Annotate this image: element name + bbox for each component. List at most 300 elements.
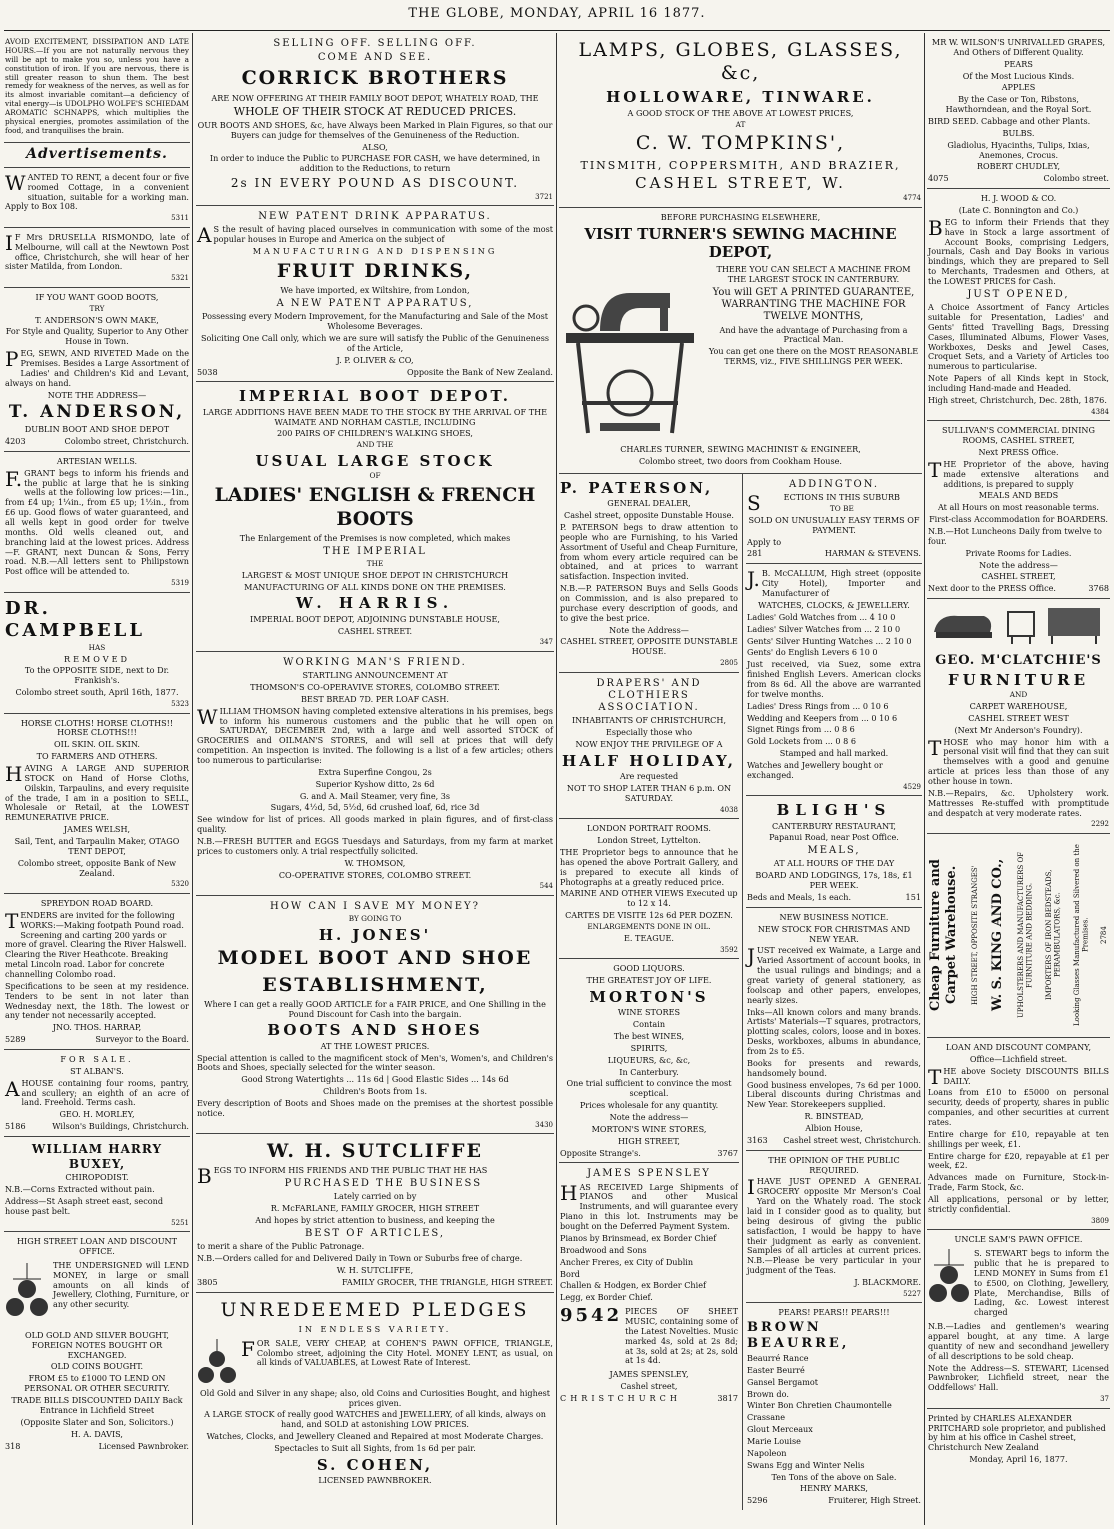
price-line: Gents' Silver Hunting Watches ... 2 10 0 (747, 635, 912, 646)
ad-text: Specifications to be seen at my residence. Tenders to be sent in not later than Wednesday next, the 18th. The lowest or any tender not necessarily accepted. (5, 980, 189, 1021)
jones-ad (196, 896, 554, 1134)
ad-number: 281 (747, 548, 763, 559)
ad-text: AT ALL HOURS OF THE DAY (773, 858, 895, 869)
ad-text: Note the Address— (609, 624, 689, 635)
ad-text: And have the advantage of Purchasing from a Practical Man. (719, 324, 908, 345)
ad-text: Gladiolus, Hyacinths, Tulips, Ixias, Anemones, Crocus. (947, 139, 1090, 160)
ad-text: IN ENDLESS VARIETY. (298, 1323, 452, 1334)
ad-text: TENDERS are invited for the following WORKS:—Making footpath Pound road. Screening and carting 200 yards or more of gravel. Clearing the River Halswell. Clearing the River Heathcote. Breaking metal Lincoln road. Labor for concrete channelling Colombo road. (5, 908, 187, 979)
ad-number: 5227 (903, 1289, 921, 1298)
ad-text: Sugars, 4½d, 5d, 5½d, 6d crushed loaf, 6d, rice 3d (270, 802, 480, 813)
ad-text: J.B. McCALLUM, High street (opposite City Hotel), Importer and Manufacturer of (747, 567, 921, 599)
ad-text: Entire charge for £10, repayable at ten shillings per week, £1. (928, 1128, 1109, 1149)
ad-text: Address—St Asaph street east, second house past belt. (5, 1195, 164, 1216)
ad-text: N.B.—Hot Luncheons Daily from twelve to four. (928, 525, 1102, 546)
ad-text: Next PRESS Office. (978, 446, 1059, 457)
ad-heading: THE IMPERIAL (323, 545, 427, 557)
ad-text: Just received, via Suez, some extra finished English Levers. American clocks from 8s 6d. All the above are warranted for twelve months. (747, 659, 921, 699)
ad-text: Ancher Freres, ex City of Dublin (560, 1256, 694, 1267)
ad-text: NOTE THE ADDRESS— (47, 389, 147, 400)
ad-text: STARTLING ANNOUNCEMENT AT (302, 670, 448, 681)
ad-number: 37 (1100, 1395, 1109, 1404)
ad-text: (Late C. Bonnington and Co.) (958, 205, 1079, 216)
ad-text: NOT TO SHOP LATER THAN 6 p.m. ON SATURDAY. (566, 782, 732, 803)
column-rule (556, 33, 557, 1525)
ad-text: ROBERT CHUDLEY, (976, 161, 1061, 172)
masthead: THE GLOBE, MONDAY, APRIL 16 1877. (408, 6, 706, 21)
ad-text: Broadwood and Sons (560, 1244, 647, 1255)
ad-text: MARINE AND OTHER VIEWS Executed up to 12 x 14. (560, 888, 738, 909)
ad-headline: UNREDEEMED PLEDGES (220, 1298, 530, 1321)
ad-text: E. TEAGUE. (624, 932, 674, 943)
ad-text: G. and A. Mail Steamer, very fine, 3s (299, 790, 451, 801)
ad-text: APPLES (1001, 82, 1036, 93)
ad-headline: DR. CAMPBELL (5, 597, 145, 641)
ad-text: BEST BREAD 7D. PER LOAF CASH. (300, 693, 449, 704)
list-item: Easter Beurré (747, 1364, 805, 1375)
ad-text: HAS (88, 642, 106, 652)
spreydon-ad (4, 894, 190, 1050)
ad-headline: W. HARRIS. (295, 594, 455, 613)
ad-headline: CASHEL STREET, W. (635, 173, 846, 192)
ad-heading: SELLING OFF. SELLING OFF. (273, 38, 477, 49)
ad-number: 3592 (720, 945, 738, 954)
price-line: Ladies' Silver Watches from ... 2 10 0 (747, 623, 901, 634)
ad-text: BY GOING TO (348, 914, 402, 924)
loan-company-ad (927, 1038, 1110, 1230)
ad-text: LARGE ADDITIONS HAVE BEEN MADE TO THE STOCK BY THE ARRIVAL OF THE WAIMATE AND NORHAM CASTLE, INCLUDING (202, 406, 548, 427)
davis-ad (4, 1232, 190, 1455)
ad-headline: BROWN BEAURRE, (747, 1320, 850, 1352)
ad-headline: 9542 (560, 1305, 623, 1327)
ad-text: LICENSED PAWNBROKER. (318, 1475, 432, 1486)
turner-ad (559, 208, 922, 474)
paterson-ad (559, 474, 739, 673)
ad-headline: MODEL BOOT AND SHOE (217, 947, 533, 970)
ad-heading: BEST OF ARTICLES, (304, 1228, 446, 1240)
ad-text: IMPORTERS OF IRON BEDSTEADS, PERAMBULATORS, &c. (1044, 869, 1062, 1001)
ad-heading: WORKING MAN'S FRIEND. (283, 656, 467, 668)
ad-text: HIGH STREET, (618, 1135, 680, 1146)
ad-headline: HALF HOLIDAY, (562, 751, 736, 770)
cohen-ad (196, 1293, 554, 1492)
ad-heading: NEW BUSINESS NOTICE. (779, 911, 889, 922)
ad-text: N.B.—Orders called for and Delivered Daily in Town or Suburbs free of charge. (197, 1253, 523, 1264)
ad-number: 3809 (1091, 1216, 1109, 1225)
list-item: Winter Bon Chretien Chaumontelle (747, 1400, 892, 1411)
ad-number: 318 (5, 1440, 21, 1451)
ad-text: TO FARMERS AND OTHERS. (36, 751, 158, 762)
ad-text: THERE YOU CAN SELECT A MACHINE FROM THE LARGEST STOCK IN CANTERBURY. (716, 264, 911, 285)
price-line: Gents' do English Levers 6 10 0 (747, 647, 878, 658)
ad-text: FROM £5 to £1000 TO LEND ON PERSONAL OR OTHER SECURITY. (24, 1373, 170, 1394)
ad-headline: USUAL LARGE STOCK (255, 452, 495, 471)
ad-text: You will GET A PRINTED GUARANTEE, WARRANTING THE MACHINE FOR TWELVE MONTHS, (712, 286, 915, 323)
ad-text: At all Hours on most reasonable terms. (937, 502, 1100, 513)
ad-text: J. BLACKMORE. (854, 1277, 921, 1288)
ad-text: Bord (560, 1268, 580, 1279)
ad-text: GENERAL DEALER, (607, 498, 691, 509)
campbell-ad (4, 593, 190, 714)
ad-text: WATCHES, CLOCKS, & JEWELLERY. (758, 599, 910, 610)
list-item: Swans Egg and Winter Nelis (747, 1459, 865, 1470)
ad-text: N.B.—Ladies and gentlemen's wearing apparel bought, at any time. A large quantity of new and secondhand jewellery of all descriptions to be sold cheap. (928, 1321, 1109, 1361)
ad-heading: NEW PATENT DRINK APPARATUS. (258, 211, 492, 223)
ad-text: Colombo street south, April 16th, 1877. (15, 687, 179, 698)
ad-text: Colombo street, Christchurch. (64, 436, 189, 447)
ad-heading: PURCHASED THE BUSINESS (284, 1178, 483, 1190)
ad-text: 200 PAIRS OF CHILDREN'S WALKING SHOES, (276, 428, 473, 439)
ad-number: 4038 (720, 805, 738, 814)
ad-text: A GOOD STOCK OF THE ABOVE AT LOWEST PRICES, (627, 107, 854, 118)
ad-number: 4529 (903, 782, 921, 791)
ad-heading: LONDON PORTRAIT ROOMS. (587, 823, 711, 834)
ad-text: FAMILY GROCER, THE TRIANGLE, HIGH STREET. (342, 1276, 553, 1287)
ad-text: A LARGE STOCK of really good WATCHES and JEWELLERY, of all kinds, always on hand, and SOLD at astonishing LOW PRICES. (204, 1409, 546, 1430)
ad-text: Old Gold and Silver in any shape; also, old Coins and Curiosities Bought, and highest prices given. (199, 1387, 551, 1408)
grant-ad (4, 452, 190, 593)
list-item: Beaurré Rance (747, 1353, 809, 1364)
ad-text: INHABITANTS OF CHRISTCHURCH, (571, 715, 727, 726)
ad-number: 151 (905, 891, 921, 902)
ad-heading: TINSMITH, COPPERSMITH, AND BRAZIER, (580, 158, 901, 172)
ad-text: (Opposite Slater and Son, Solicitors.) (20, 1416, 174, 1427)
ad-text: Possessing every Modern Improvement, for the Manufacturing and Sale of the Most Wholesome Beverages. (201, 311, 548, 332)
price-line: Gold Lockets from ... 0 8 6 (747, 736, 857, 747)
ad-text: All applications, personal or by letter, strictly confidential. (928, 1194, 1109, 1214)
ad-text: HENRY MARKS, (800, 1483, 868, 1494)
ad-text: HAS RECEIVED Large Shipments of PIANOS and other Musical Instruments, and will guarantee every Piano in this lot. Instruments may be bought on the Deferred Payment System. (560, 1180, 738, 1232)
ad-text: BEGS TO INFORM HIS FRIENDS AND THE PUBLIC THAT HE HAS (197, 1164, 488, 1189)
ad-text: Surveyor to the Board. (95, 1034, 189, 1045)
ad-headline: LADIES' ENGLISH & FRENCH BOOTS (214, 484, 536, 530)
ad-number: 5319 (171, 579, 189, 588)
ad-text: WANTED TO RENT, a decent four or five roomed Cottage, in a convenient situation, suitable for a working man. Apply to Box 108. (5, 170, 189, 212)
ad-number: 5320 (171, 880, 189, 889)
ad-text: JAMES SPENSLEY, (609, 1369, 689, 1380)
imprint-text: Printed by CHARLES ALEXANDER PRITCHARD sole proprietor, and published by him at his office in Cashel street, Christchurch New Zealand (928, 1412, 1106, 1453)
column-3-split (559, 474, 922, 1510)
ad-headline: GEO. M'CLATCHIE'S (935, 652, 1102, 668)
corrick-ad (196, 33, 554, 206)
ad-text: CARTES DE VISITE 12s 6d PER DOZEN. (565, 910, 733, 921)
ad-heading: HOW CAN I SAVE MY MONEY? (269, 900, 481, 912)
ad-text: Inks—All known colors and many brands. Artists' Materials—T squares, protractors, plotting scales, colors, loose and in boxes. Desks, workboxes, albums in abundance, from 2s to £5. (747, 1006, 921, 1057)
ad-text: THE GREATEST JOY OF LIFE. (586, 975, 712, 986)
ad-text: Albion House, (805, 1123, 863, 1134)
ad-text: JNO. THOS. HARRAP, (52, 1022, 142, 1033)
column-1 (4, 33, 190, 1525)
list-item: Glout Merceaux (747, 1424, 813, 1435)
ad-headline: W. H. SUTCLIFFE (266, 1140, 484, 1163)
ad-text: The Enlargement of the Premises is now completed, which makes (239, 532, 511, 543)
ad-text: We have imported, ex Wiltshire, from London, (280, 285, 470, 296)
ad-text: AND (1009, 690, 1028, 700)
ad-text: BEFORE PURCHASING ELSEWHERE, (660, 211, 821, 222)
pawnbroker-balls-icon (928, 1247, 970, 1311)
ad-text: And hopes by strict attention to business, and keeping the (255, 1215, 495, 1226)
ad-text: Entire charge for £20, repayable at £1 per week, £2. (928, 1150, 1109, 1171)
ad-heading: JAMES SPENSLEY (587, 1168, 711, 1180)
ad-headline: ESTABLISHMENT, (262, 973, 488, 996)
ad-number: 3163 (747, 1134, 768, 1145)
ad-text: CASHEL STREET, OPPOSITE DUNSTABLE HOUSE. (560, 636, 738, 657)
anderson-ad (4, 288, 190, 452)
ad-text: LIQUEURS, &c, &c, (607, 1054, 691, 1065)
ad-text: DUBLIN BOOT AND SHOE DEPOT (24, 424, 170, 435)
ad-number: 5321 (171, 274, 189, 283)
stewart-ad (927, 1230, 1110, 1408)
ad-text: N.B.—FRESH BUTTER and EGGS Tuesdays and Saturdays, from my farm at market prices to customers only. A trial respectfully solicited. (197, 835, 553, 856)
ad-text: Colombo street, two doors from Cookham House. (638, 456, 842, 467)
ad-heading: FOR SALE. (60, 1053, 134, 1064)
pawnbroker-balls-icon (5, 1259, 49, 1329)
ad-text: Books for presents and rewards, handsomely bound. (747, 1057, 921, 1078)
ad-heading: COME AND SEE. (317, 52, 433, 64)
ad-text: PEG, SEWN, AND RIVETED Made on the Premises. Besides a Large Assortment of Ladies' and Children's Kid and Levant, always on hand. (5, 347, 189, 388)
ad-text: SECTIONS IN THIS SUBURB (747, 491, 901, 516)
ad-number: 3817 (717, 1392, 738, 1403)
ad-headline: HOLLOWARE, TINWARE. (606, 88, 875, 107)
column-3 (559, 33, 922, 1525)
thomson-ad (196, 652, 554, 896)
tompkins-ad (559, 33, 922, 208)
ad-text: IMPERIAL BOOT DEPOT, ADJOINING DUNSTABLE HOUSE, (250, 613, 500, 624)
ad-number: 3721 (535, 192, 553, 201)
ad-text: THE Proprietor begs to announce that he has opened the above Portrait Gallery, and is prepared to execute all kinds of Photographs at a greatly reduced price. (560, 846, 738, 887)
ad-number: 5323 (171, 699, 189, 708)
ad-text: WILLIAM THOMSON having completed extensive alterations in his premises, begs to inform his numerous customers and the public that he will open on SATURDAY, DECEMBER 2nd, with a large and well assorted STOCK of GROCERIES and OILMAN'S STORES, and will sell at prices that will defy competition. An inspection is invited. The following is a list of a few articles; others too numerous to particularise: (197, 704, 553, 765)
ad-text: AHOUSE containing four rooms, pantry, and scullery; an eighth of an acre of land. Freehold. Terms cash. (5, 1076, 189, 1108)
ad-text: SOLD ON UNUSUALLY EASY TERMS OF PAYMENT. (748, 514, 920, 535)
ad-text: T. ANDERSON'S OWN MAKE, (35, 314, 159, 325)
ad-text: To the OPPOSITE SIDE, next to Dr. Frankish's. (24, 665, 170, 686)
ad-text: Ten Tons of the above on Sale. (771, 1471, 897, 1482)
ad-text: AND THE (356, 440, 394, 450)
ad-text: CARPET WAREHOUSE, (969, 701, 1068, 712)
ad-text: CASHEL STREET. (337, 625, 413, 636)
ad-text: THOMSON'S CO-OPERAVIVE STORES, COLOMBO STREET. (250, 681, 500, 692)
ad-text: Prices wholesale for any quantity. (579, 1100, 719, 1111)
ad-text: Licensed Pawnbroker. (98, 1440, 189, 1451)
ad-heading: UNCLE SAM'S PAWN OFFICE. (954, 1234, 1083, 1245)
ad-headline: FRUIT DRINKS, (276, 260, 474, 283)
ad-text: PIECES OF SHEET MUSIC, containing some of the Latest Novelties. Music marked 4s, sold at 2s 8d; at 3s, sold at 2s; at 2s, sold at 1s 4d. (625, 1306, 738, 1366)
ad-text: Cashel street west, Christchurch. (783, 1134, 921, 1145)
ad-text: MANUFACTURING AND DISPENSING (252, 246, 498, 257)
ad-headline: C. W. TOMPKINS', (635, 132, 846, 155)
ad-headline: MORTON'S (589, 987, 709, 1006)
ad-text: (Next Mr Anderson's Foundry). (954, 724, 1083, 735)
ad-text: CASHEL STREET, (981, 571, 1056, 582)
marks-ad (746, 1303, 922, 1510)
ad-text: TRADE BILLS DISCOUNTED DAILY Back Entrance in Lichfield Street (11, 1395, 183, 1415)
blackmore-ad (746, 1151, 922, 1304)
drapers-ad (559, 673, 739, 820)
ad-text: Challen & Hodgen, ex Border Chief (560, 1280, 707, 1291)
ad-heading: ADDINGTON. (788, 478, 880, 490)
ad-text: MEALS AND BEDS (978, 490, 1059, 501)
ad-heading: GOOD LIQUORS. (613, 963, 685, 974)
ad-text: FOR SALE, VERY CHEAP, at COHEN'S PAWN OFFICE, TRIANGLE, Colombo street, adjoining the City Hotel. MONEY LENT, as usual, on all kinds of VALUABLES, at Lowest Rate of Interest. (241, 1336, 553, 1368)
sutcliffe-ad (196, 1134, 554, 1292)
ad-text: ENLARGEMENTS DONE IN OIL. (587, 921, 711, 931)
ad-text: MANUFACTURING OF ALL KINDS DONE ON THE PREMISES. (244, 581, 506, 592)
ad-heading: ARTESIAN WELLS. (56, 455, 138, 466)
ad-text: Where I can get a really GOOD ARTICLE for a FAIR PRICE, and One Shilling in the Pound Discount for Cash into the bargain. (204, 998, 546, 1019)
ad-text: ARE NOW OFFERING AT THEIR FAMILY BOOT DEPOT, WHATELY ROAD, THE (211, 92, 539, 103)
addington-ad (746, 474, 922, 564)
ad-headline: VISIT TURNER'S SEWING MACHINE DEPOT, (584, 224, 897, 261)
ad-text: IF Mrs DRUSELLA RISMONDO, late of Melbourne, will call at the Newtown Post office, Christchurch, she will hear of her sister Matilda, from London. (5, 230, 189, 272)
ad-text: Advances made on Furniture, Stock-in-Trade, Farm Stock, &c. (928, 1172, 1109, 1193)
ad-number: 5038 (197, 366, 218, 377)
list-item: Brown do. (747, 1388, 789, 1399)
ad-text: P. PATERSON begs to draw attention to people who are Furnishing, to his Varied Assortment of Useful and Cheap Furniture, from whom every article required can be obtained, and at prices to warrant satisfaction. Inspection invited. (560, 521, 738, 582)
ad-headline: T. ANDERSON, (8, 402, 186, 423)
ad-headline: Cheap Furniture and Carpet Warehouse. (928, 859, 959, 1011)
ad-number: 3805 (197, 1276, 218, 1287)
ad-text: High street, Christchurch, Dec. 28th, 1876. (928, 394, 1107, 405)
ad-number: 5289 (5, 1034, 26, 1045)
ad-text: UPHOLSTERERS AND MANUFACTURERS OF FURNITURE AND BEDDING. (1016, 851, 1034, 1019)
ad-text: First-class Accommodation for BOARDERS. (929, 514, 1108, 525)
mccallum-ad (746, 564, 922, 796)
ad-text: N.B.—Repairs, &c. Upholstery work. Mattresses Re-stuffed with promptitude and despatch at very moderate rates. (928, 787, 1109, 818)
ad-number: 5296 (747, 1495, 768, 1506)
ad-number: 4774 (903, 194, 921, 203)
ad-text: Note the Address—S. STEWART, Licensed Pawnbroker, Lichfield street, near the Oddfellows' Hall. (928, 1362, 1109, 1393)
ad-text: TRY (89, 303, 105, 313)
list-item: Crassane (747, 1412, 786, 1423)
rismondo-ad (4, 228, 190, 288)
ad-headline: P. PATERSON, (560, 478, 714, 497)
ad-text: Contain (632, 1019, 666, 1030)
ad-text: MR W. WILSON'S UNRIVALLED GRAPES, And Others of Different Quality. (931, 37, 1106, 57)
ad-text: HARMAN & STEVENS. (824, 548, 921, 559)
morley-ad (4, 1050, 190, 1137)
imprint (927, 1409, 1110, 1471)
ad-text: Children's Boots from 1s. (322, 1086, 428, 1097)
ad-text: THE Proprietor of the above, having made extensive alterations and additions, is prepared to supply (928, 457, 1109, 489)
ad-text: PEARS (1004, 58, 1033, 69)
ad-text: Pianos by Brinsmead, ex Border Chief (560, 1232, 717, 1243)
ad-text: TO BE (829, 504, 854, 514)
ad-heading: JUST OPENED, (967, 288, 1070, 300)
price-line: Ladies' Gold Watches from ... 4 10 0 (747, 611, 896, 622)
ad-text: ST ALBAN'S. (70, 1065, 124, 1076)
ad-number: 4075 (928, 173, 949, 184)
bligh-ad (746, 796, 922, 908)
ad-text: ALSO, (362, 141, 388, 152)
ad-number: 2292 (1091, 820, 1109, 829)
ad-text: J. P. OLIVER & CO, (336, 354, 414, 365)
ad-text: Next door to the PRESS Office. (928, 583, 1056, 594)
ad-text: THE (366, 558, 384, 568)
ad-text: NEW STOCK FOR CHRISTMAS AND NEW YEAR. (757, 923, 911, 944)
ad-text: Superior Kyshow ditto, 2s 6d (315, 778, 435, 789)
teague-ad (559, 819, 739, 959)
ad-heading: SULLIVAN'S COMMERCIAL DINING ROOMS, CASHEL STREET, (942, 425, 1095, 446)
list-item: Marie Louise (747, 1436, 801, 1447)
ad-text: Note the address— (979, 559, 1058, 570)
ad-text: R. BINSTEAD, (804, 1111, 864, 1122)
column-rule (924, 33, 925, 1525)
mcclatchie-ad (927, 599, 1110, 834)
ad-number: 544 (539, 882, 553, 891)
ad-text: AT THE LOWEST PRICES. (320, 1040, 430, 1051)
ad-text: By the Case or Ton, Ribstons, Hawthorndean, and the Royal Sort. (945, 94, 1092, 115)
advertisements-heading-block (4, 143, 190, 168)
ad-text: W. THOMSON, (344, 857, 406, 868)
ad-heading: WHOLE OF THEIR STOCK AT REDUCED PRICES. (233, 105, 517, 119)
ad-heading: 2s IN EVERY POUND AS DISCOUNT. (230, 176, 520, 191)
ad-number: 3768 (1088, 583, 1109, 594)
ad-text: Legg, ex Border Chief. (560, 1292, 653, 1303)
ad-text: Every description of Boots and Shoes made on the premises at the shortest possible notice. (197, 1097, 553, 1118)
ad-headline: LAMPS, GLOBES, GLASSES, &c, (578, 39, 903, 85)
column-3-right (743, 474, 922, 1510)
ad-text: Opposite Strange's. (560, 1147, 641, 1158)
ad-text: Watches, Clocks, and Jewellery Cleaned and Repaired at most Moderate Charges. (206, 1431, 544, 1442)
ad-text: S. STEWART begs to inform the public that he is prepared to LEND MONEY in Sums from £1 to £500, on Clothing, Jewellery, Plate, Merchandise, Bills of Lading, &c. Lowest interest charged (974, 1248, 1109, 1318)
ad-text: SPIRITS, (630, 1042, 668, 1053)
ad-text: REMOVED (63, 653, 131, 664)
ad-text: IHAVE JUST OPENED A GENERAL GROCERY opposite Mr Merson's Coal Yard on the Whately road. The stock laid in I consider good as to quality, but being desirous of giving the public satisfaction, I would be happy to have their judgment as early as convenient. Samples of all articles at current prices. N.B.—Please be very particular in your judgment of the Teas. (747, 1175, 921, 1276)
ad-text: Private Rooms for Ladies. (965, 547, 1072, 558)
price-line: Ladies' Dress Rings from ... 0 10 6 (747, 700, 889, 711)
furniture-icon (928, 602, 1108, 648)
ad-number: 2784 (1100, 926, 1109, 944)
schnapps-ad (4, 33, 190, 143)
sewing-machine-icon (560, 263, 700, 443)
ad-text: LARGEST & MOST UNIQUE SHOE DEPOT IN CHRISTCHURCH (241, 569, 509, 580)
ad-text: In Canterbury. (619, 1066, 679, 1077)
ad-text: MORTON'S WINE STORES, (591, 1123, 707, 1134)
ad-number: 3767 (717, 1147, 738, 1158)
ad-text: NOW ENJOY THE PRIVILEGE OF A (575, 738, 723, 749)
ad-text: CANTERBURY RESTAURANT, (771, 820, 897, 831)
ad-text: THE UNDERSIGNED will LEND MONEY, in large or small amounts on all kinds of Jewellery, Clothing, Furniture, or any other security. (53, 1259, 189, 1310)
ad-heading: HIGH STREET LOAN AND DISCOUNT OFFICE. (16, 1236, 178, 1257)
ad-text: BOARD AND LODGINGS, 17s, 18s, £1 PER WEEK. (755, 870, 913, 891)
ad-text: OLD GOLD AND SILVER BOUGHT, FOREIGN NOTES BOUGHT OR EXCHANGED. (24, 1329, 170, 1360)
ad-text: Wilson's Buildings, Christchurch. (52, 1121, 189, 1132)
ad-heading: SPREYDON ROAD BOARD. (40, 897, 154, 908)
ad-text: CASHEL STREET WEST (968, 712, 1069, 723)
ad-text: Soliciting One Call only, which we are sure will satisfy the Public of the Genuineness of the Article, (201, 332, 549, 353)
ad-headline: S. COHEN, (316, 1455, 434, 1474)
price-line: Wedding and Keepers from ... 0 10 6 (747, 712, 898, 723)
ad-headline: FURNITURE (947, 670, 1090, 689)
ad-text: JAMES WELSH, (63, 824, 131, 835)
ad-headline: H. JONES' (318, 926, 432, 945)
ad-heading: THE OPINION OF THE PUBLIC REQUIRED. (768, 1154, 900, 1175)
ad-text: CHIROPODIST. (65, 1172, 129, 1183)
ad-text: Beds and Meals, 1s each. (747, 891, 852, 902)
ad-text: Watches and Jewellery bought or exchanged. (747, 759, 883, 780)
ad-text: GEO. H. MORLEY, (59, 1109, 135, 1120)
ad-text: JUST received ex Waimate, a Large and Varied Assortment of account books, in the usual rulings and bindings; and a great variety of general stationery, as foolscap and other papers, envelopes, nearly sizes. (747, 944, 921, 1005)
ad-heading: PEARS! PEARS!! PEARS!!! (778, 1307, 890, 1318)
ad-text: BEG to inform their Friends that they have in Stock a large assortment of Account Books, comprising Ledgers, Journals, Cash and Day Books in various bindings, which they are prepared to Sell to Merchants, Tradesmen and Others, at the LOWEST PRICES for Cash. (928, 215, 1109, 287)
ad-text: For Style and Quality, Superior to Any Other House in Town. (5, 326, 189, 347)
ad-text: Loans from £10 to £5000 on personal security, deeds of property, shares in public companies, and other securities at current rates. (928, 1087, 1109, 1128)
ad-text: R. McFARLANE, FAMILY GROCER, HIGH STREET (270, 1203, 480, 1214)
sullivan-ad (927, 421, 1110, 599)
ad-text: AS the result of having placed ourselves in communication with some of the most popular houses in Europe and America on the subject of (197, 223, 553, 248)
ad-text: THOSE who may honor him with a personal visit will find that they can suit themselves with a good and genuine article at prices less than those of any other house in town. (928, 735, 1109, 787)
